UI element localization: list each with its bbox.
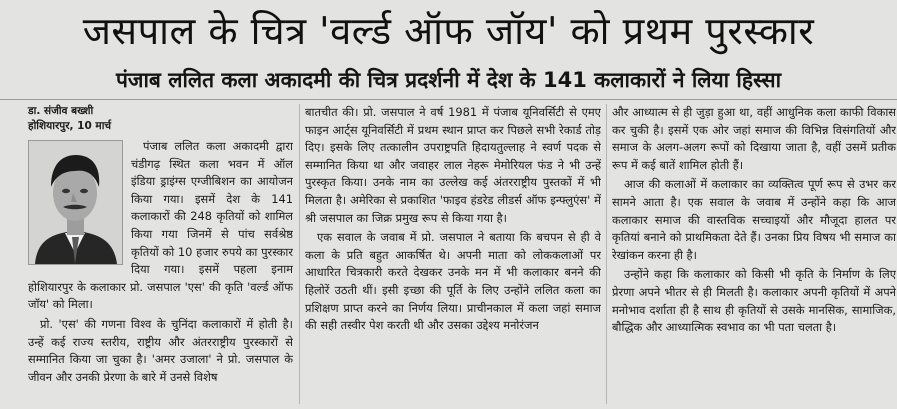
paragraph: एक सवाल के जवाब में प्रो. जसपाल ने बताया कि बचपन से ही वे कला के प्रति बहुत आकर्षित थे। अपनी माता को लोककलाओं पर आधारित चित्रकारी करते देखकर उनके मन में भी कलाकार बनने की हिलोरें उठती थीं। इसी इच्छा की पूर्ति के लिए उन्होंने ललित कला का प्रशिक्षण प्राप्त करने का निर्णय लिया। प्राचीनकाल में कला जहां समाज की सही तस्वीर पेश करती थी और उसका उद्देश्य मनोरंजन xyxy=(305,230,601,333)
paragraph: आज की कलाओं में कलाकार का व्यक्तित्व पूर्ण रूप से उभर कर सामने आता है। एक सवाल के जवाब में उन्होंने कहा कि आज कलाकार समाज की वास्तविक सच्चाइयों और मौजूदा हालत पर कृतियां बनाने को प्राथमिकता देते हैं। उनका प्रिय विषय भी समाज का रेखांकन करना ही है। xyxy=(612,177,896,262)
headline: जसपाल के चित्र 'वर्ल्ड ऑफ जॉय' को प्रथम पुरस्कार xyxy=(82,9,815,53)
article-column-1 xyxy=(28,138,293,409)
paragraph: पंजाब ललित कला अकादमी द्वारा चंडीगढ़ स्थित कला भवन में ऑल इंडिया ड्राइंग्स एग्जीबिशन का आयोजन किया गया। इसमें देश के 141 कलाकारों की 248 कृतियों को शामिल किया गया जिनमें से पांच सर्वश्रेष्ठ कृतियों को 10 हजार रुपये का पुरस्कार दिया गया। इसमें पहला इनाम होशियारपुर के कलाकार प्रो. जसपाल 'एस' की कृति 'वर्ल्ड ऑफ जॉय' को मिला। xyxy=(28,139,293,312)
paragraph: और आध्यात्म से ही जुड़ा हुआ था, वहीं आधुनिक कला काफी विकास कर चुकी है। इसमें एक ओर जहां समाज की विभिन्न विसंगतियों और समाज के अलग-अलग रूपों को दिखाया जाता है, वहीं उसमें प्रतीक रूप में कई बातें शामिल होती हैं। xyxy=(612,105,896,172)
header-divider xyxy=(0,99,897,100)
paragraph: उन्होंने कहा कि कलाकार को किसी भी कृति के निर्माण के लिए प्रेरणा अपने भीतर से ही मिलती है। कलाकार अपनी कृतियों में अपने मनोभाव दर्शाता ही है साथ ही कृतियों से उसके मानसिक, सामाजिक, बौद्धिक और आध्यात्मिक स्वभाव का भी पता चलता है। xyxy=(612,267,896,335)
column-divider xyxy=(299,104,300,404)
portrait-photo-icon xyxy=(28,140,123,265)
byline-dateline: होशियारपुर, 10 मार्च xyxy=(28,120,112,132)
paragraph: बातचीत की। प्रो. जसपाल ने वर्ष 1981 में पंजाब यूनिवर्सिटी से एमए फाइन आर्ट्स यूनिवर्सिटी में प्रथम स्थान प्राप्त कर पिछले सभी रेकार्ड तोड़ दिए। इसके लिए तत्कालीन उपराष्ट्रपति हिदायतुल्लाह ने स्वर्ण पदक से सम्मानित किया था और जवाहर लाल नेहरू मेमोरियल फंड ने भी उन्हें पुरस्कृत किया। उनके नाम का उल्लेख कई अंतरराष्ट्रीय पुस्तकों में भी मिलता है। अमेरिका से प्रकाशित 'फाइव हंडरेड लीडर्स ऑफ इन्फ्लुएंस' में श्री जसपाल का जिक्र प्रमुख रूप से किया गया है। xyxy=(305,105,601,225)
byline-author: डा. संजीव बख्शी xyxy=(28,105,94,117)
article-column-2 xyxy=(305,104,601,409)
subheadline: पंजाब ललित कला अकादमी की चित्र प्रदर्शनी में देश के 141 कलाकारों ने लिया हिस्सा xyxy=(115,68,782,92)
article-column-3 xyxy=(612,104,896,409)
column-divider xyxy=(606,104,607,404)
paragraph: प्रो. 'एस' की गणना विश्व के चुनिंदा कलाकारों में होती है। उन्हें कई राज्य स्तरीय, राष्ट्रीय और अंतरराष्ट्रीय पुरस्कारों से सम्मानित किया जा चुका है। 'अमर उजाला' ने प्रो. जसपाल के जीवन और उनकी प्रेरणा के बारे में उनसे विशेष xyxy=(28,316,293,384)
